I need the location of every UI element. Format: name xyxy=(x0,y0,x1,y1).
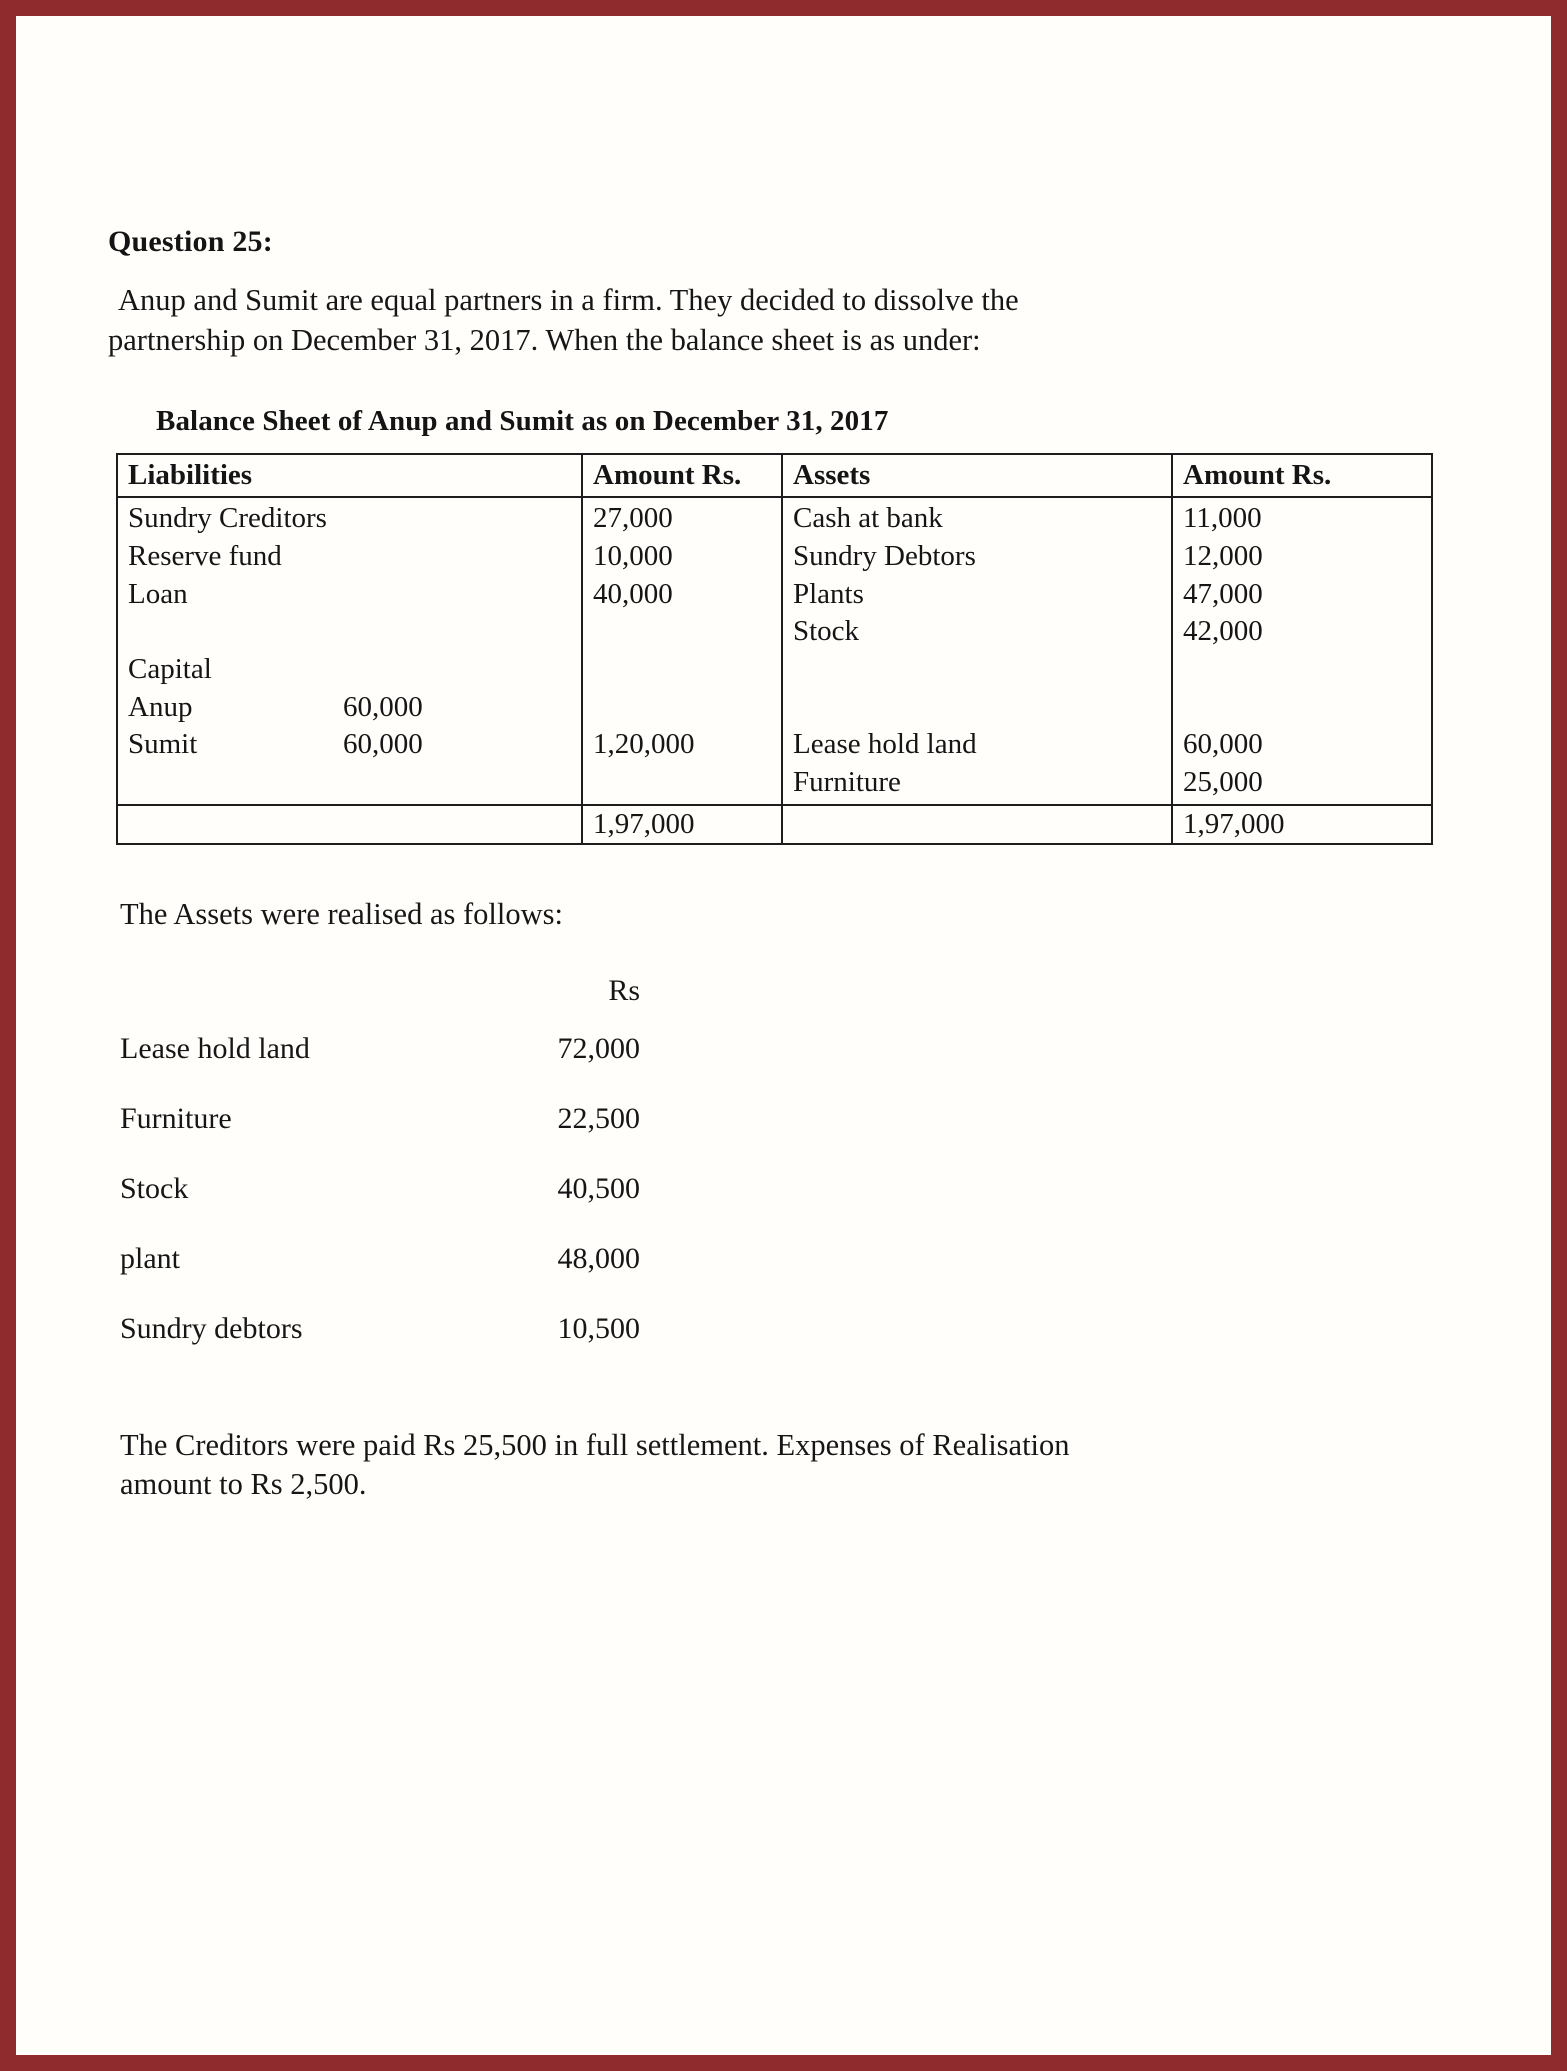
realisation-table xyxy=(120,956,640,1364)
spacer-line xyxy=(793,689,1163,727)
question-intro-paragraph: Anup and Sumit are equal partners in a firm. They decided to dissolve the partnership on December 31, 2017. When the balance sheet is as under: xyxy=(108,283,1019,357)
header-assets-amount: Amount Rs. xyxy=(1172,454,1432,497)
capital-row-anup xyxy=(128,689,573,727)
realisation-value-lease-hold-land: 72,000 xyxy=(557,1031,640,1065)
list-item xyxy=(120,1014,640,1084)
liabilities-cell xyxy=(117,497,582,805)
spacer-line xyxy=(593,689,773,727)
realisation-label-sundry-debtors: Sundry debtors xyxy=(120,1311,303,1345)
spacer-line xyxy=(1183,651,1423,689)
asset-item-furniture: Furniture xyxy=(793,766,901,799)
page-inner-border xyxy=(11,11,1556,2060)
realisation-label-stock: Stock xyxy=(120,1171,189,1205)
spacer-line xyxy=(1183,689,1423,727)
realisation-lead-text: The Assets were realised as follows: xyxy=(120,896,563,931)
spacer-line xyxy=(593,651,773,689)
liability-item-loan: Loan xyxy=(128,577,188,610)
asset-amount-cash-at-bank: 11,000 xyxy=(1183,502,1262,535)
asset-item-stock: Stock xyxy=(793,615,860,648)
list-item xyxy=(120,1154,640,1224)
list-item xyxy=(120,1294,640,1364)
document-page xyxy=(20,20,1547,2051)
asset-item-cash-at-bank: Cash at bank xyxy=(793,502,943,535)
balance-sheet-table xyxy=(116,453,1433,845)
asset-amount-lease-hold-land: 60,000 xyxy=(1183,728,1263,761)
totals-liabilities-amount: 1,97,000 xyxy=(582,805,782,844)
capital-row-sumit xyxy=(128,726,573,764)
header-liabilities-amount: Amount Rs. xyxy=(582,454,782,497)
asset-amount-furniture: 25,000 xyxy=(1183,766,1263,799)
closing-paragraph: The Creditors were paid Rs 25,500 in full settlement. Expenses of Realisation amount to Rs 2,500. xyxy=(120,1427,1070,1502)
liability-amount-loan: 40,000 xyxy=(593,577,673,610)
table-body-row xyxy=(117,497,1432,805)
totals-assets-amount: 1,97,000 xyxy=(1172,805,1432,844)
liability-item-reserve-fund: Reserve fund xyxy=(128,539,282,572)
asset-amount-plants: 47,000 xyxy=(1183,577,1263,610)
realisation-value-plant: 48,000 xyxy=(557,1241,640,1275)
totals-assets-label-cell xyxy=(782,805,1172,844)
header-assets: Assets xyxy=(782,454,1172,497)
table-header-row xyxy=(117,454,1432,497)
asset-amount-sundry-debtors: 12,000 xyxy=(1183,539,1263,572)
assets-amount-cell xyxy=(1172,497,1432,805)
spacer-line xyxy=(793,651,1163,689)
list-item xyxy=(120,1084,640,1154)
realisation-label-lease-hold-land: Lease hold land xyxy=(120,1031,310,1065)
document-content xyxy=(108,225,1448,1505)
liabilities-amount-cell xyxy=(582,497,782,805)
liability-amount-capital-total: 1,20,000 xyxy=(593,728,695,761)
assets-cell xyxy=(782,497,1172,805)
asset-item-sundry-debtors: Sundry Debtors xyxy=(793,539,976,572)
realisation-value-sundry-debtors: 10,500 xyxy=(557,1311,640,1345)
liability-amount-sundry-creditors: 27,000 xyxy=(593,502,673,535)
header-liabilities: Liabilities xyxy=(117,454,582,497)
balance-sheet-title: Balance Sheet of Anup and Sumit as on December 31, 2017 xyxy=(156,405,889,438)
capital-partner-name-anup: Anup xyxy=(128,690,193,723)
capital-partner-name-sumit: Sumit xyxy=(128,728,198,761)
realisation-currency-header: Rs xyxy=(608,973,640,1007)
capital-partner-amount-anup: 60,000 xyxy=(343,690,423,723)
list-item xyxy=(120,1224,640,1294)
asset-item-lease-hold-land: Lease hold land xyxy=(793,728,977,761)
capital-partner-amount-sumit: 60,000 xyxy=(343,728,423,761)
realisation-header-row xyxy=(120,956,640,1014)
realisation-label-plant: plant xyxy=(120,1241,180,1275)
question-title: Question 25: xyxy=(108,225,273,258)
spacer-line xyxy=(128,613,573,651)
realisation-label-furniture: Furniture xyxy=(120,1101,232,1135)
table-totals-row xyxy=(117,805,1432,844)
totals-liabilities-label-cell xyxy=(117,805,582,844)
asset-item-plants: Plants xyxy=(793,577,864,610)
liability-amount-reserve-fund: 10,000 xyxy=(593,539,673,572)
spacer-line xyxy=(593,613,773,651)
realisation-header-blank xyxy=(120,956,430,1014)
liability-capital-heading: Capital xyxy=(128,653,212,686)
realisation-value-furniture: 22,500 xyxy=(557,1101,640,1135)
realisation-value-stock: 40,500 xyxy=(557,1171,640,1205)
asset-amount-stock: 42,000 xyxy=(1183,615,1263,648)
liability-item-sundry-creditors: Sundry Creditors xyxy=(128,502,327,535)
